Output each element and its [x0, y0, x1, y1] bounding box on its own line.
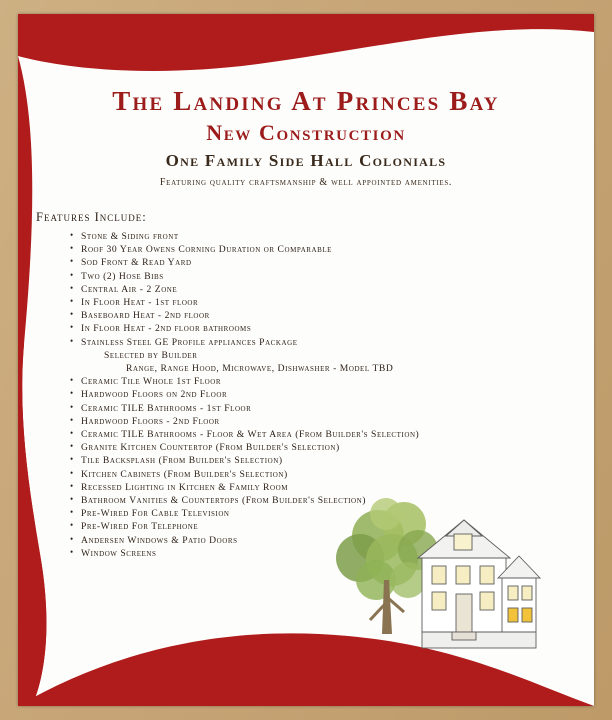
- feature-list-item: • In Floor Heat - 2nd floor bathrooms: [70, 322, 570, 335]
- feature-list-item: • Ceramic TILE Bathrooms - Floor & Wet Area (From Builder's Selection): [70, 428, 570, 441]
- feature-list-item: • Hardwood Floors - 2nd Floor: [70, 415, 570, 428]
- feature-list-item: • Central Air - 2 Zone: [70, 283, 570, 296]
- feature-list-item: • Pre-Wired For Telephone: [70, 520, 570, 533]
- feature-list-item: • Granite Kitchen Countertop (From Builder's Selection): [70, 441, 570, 454]
- features-heading: Features Include:: [36, 210, 147, 224]
- feature-list-item: • Sod Front & Read Yard: [70, 256, 570, 269]
- feature-list-item: • In Floor Heat - 1st floor: [70, 296, 570, 309]
- feature-list-item: • Two (2) Hose Bibs: [70, 270, 570, 283]
- feature-list-item: • Hardwood Floors on 2nd Floor: [70, 388, 570, 401]
- tagline: Featuring quality craftsmanship & well appointed amenities.: [159, 177, 453, 188]
- feature-list-item: • Stainless Steel GE Profile appliances Package: [70, 336, 570, 349]
- page-subtitle-construction: New Construction: [206, 120, 406, 145]
- feature-list-item: • Stone & Siding front: [70, 230, 570, 243]
- feature-list-item: • Roof 30 Year Owens Corning Duration or Comparable: [70, 243, 570, 256]
- feature-list-item: Selected by Builder: [104, 349, 198, 361]
- feature-list-item: • Baseboard Heat - 2nd floor: [70, 309, 570, 322]
- feature-list-item: • Tile Backsplash (From Builder's Selection): [70, 454, 570, 467]
- feature-list-item: • Ceramic Tile Whole 1st Floor: [70, 375, 570, 388]
- feature-list-item: • Kitchen Cabinets (From Builder's Selection): [70, 468, 570, 481]
- feature-list-item: • Ceramic TILE Bathrooms - 1st Floor: [70, 402, 570, 415]
- page-title: The Landing At Princes Bay: [112, 86, 500, 116]
- flyer-content: [18, 14, 594, 706]
- house-illustration: [418, 520, 540, 648]
- house-and-tree-illustration: [326, 484, 566, 664]
- feature-list-item: • Bathroom Vanities & Countertops (From Builder's Selection): [70, 494, 570, 507]
- feature-list-item: • Pre-Wired For Cable Television: [70, 507, 570, 520]
- feature-list-item: • Andersen Windows & Patio Doors: [70, 534, 570, 547]
- feature-list-item: • Window Screens: [70, 547, 570, 560]
- paper-sheet: [18, 14, 594, 706]
- feature-list-item: Range, Range Hood, Microwave, Dishwasher - Model TBD: [126, 363, 394, 375]
- page-subtitle-colonials: One Family Side Hall Colonials: [165, 151, 447, 170]
- feature-list-item: • Recessed Lighting in Kitchen & Family Room: [70, 481, 570, 494]
